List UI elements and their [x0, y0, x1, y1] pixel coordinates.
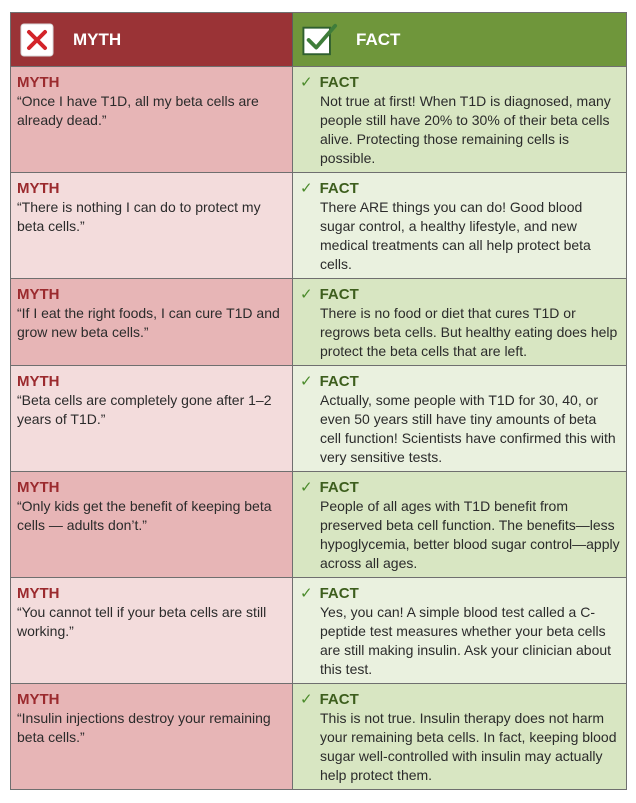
myth-text: “Only kids get the benefit of keeping beta cells — adults don’t.”: [17, 498, 272, 533]
fact-label-row: [300, 285, 620, 304]
fact-label-row: [300, 478, 620, 497]
myth-cell: [11, 578, 293, 683]
fact-cell: [293, 578, 626, 683]
fact-text: Not true at first! When T1D is diagnosed, many people still have 20% to 30% of their beta cells alive. Protecting those remaining cells is possible.: [320, 93, 611, 166]
myth-cell: [11, 366, 293, 471]
check-icon: ✓: [300, 286, 313, 303]
fact-cell: [293, 67, 626, 172]
myth-label: MYTH: [17, 691, 60, 708]
fact-cell: [293, 684, 626, 789]
fact-cell: [293, 173, 626, 278]
fact-label: FACT: [319, 180, 359, 197]
table-row: [11, 471, 626, 577]
fact-label: FACT: [319, 691, 359, 708]
fact-cell: [293, 366, 626, 471]
myth-label: MYTH: [17, 286, 60, 303]
table-row: [11, 365, 626, 471]
checkbox-check-icon: [302, 22, 338, 58]
myth-text: “If I eat the right foods, I can cure T1D and grow new beta cells.”: [17, 305, 280, 340]
fact-text: Yes, you can! A simple blood test called a C-peptide test measures whether your beta cells are still making insulin. Ask your clinician about this test.: [320, 604, 612, 677]
check-icon: ✓: [300, 180, 313, 197]
myth-text: “Insulin injections destroy your remaining beta cells.”: [17, 710, 271, 745]
myth-fact-table: [10, 12, 627, 790]
fact-label: FACT: [319, 585, 359, 602]
fact-label-row: [300, 690, 620, 709]
fact-label: FACT: [319, 286, 359, 303]
myth-label: MYTH: [17, 180, 60, 197]
check-icon: ✓: [300, 585, 313, 602]
fact-label: FACT: [319, 373, 359, 390]
myth-cell: [11, 684, 293, 789]
fact-label-row: [300, 179, 620, 198]
fact-label-row: [300, 372, 620, 391]
fact-cell: [293, 472, 626, 577]
myth-label: MYTH: [17, 373, 60, 390]
myth-label: MYTH: [17, 74, 60, 91]
fact-text: There is no food or diet that cures T1D or regrows beta cells. But healthy eating does help protect the beta cells that are left.: [320, 305, 618, 359]
check-icon: ✓: [300, 479, 313, 496]
x-mark-icon: [19, 22, 55, 58]
fact-cell: [293, 279, 626, 365]
fact-header-label: FACT: [356, 29, 401, 49]
check-icon: ✓: [300, 691, 313, 708]
fact-label-row: [300, 584, 620, 603]
myth-cell: [11, 472, 293, 577]
myth-label: MYTH: [17, 585, 60, 602]
fact-text: This is not true. Insulin therapy does not harm your remaining beta cells. In fact, keeping blood sugar well-controlled with insulin may actually help protect them.: [320, 710, 617, 783]
table-row: [11, 577, 626, 683]
fact-column-header: [293, 13, 626, 66]
myth-text: “Beta cells are completely gone after 1–2 years of T1D.”: [17, 392, 272, 427]
table-row: [11, 172, 626, 278]
fact-label-row: [300, 73, 620, 92]
fact-text: There ARE things you can do! Good blood sugar control, a healthy lifestyle, and new medical treatments can all help protect beta cells.: [320, 199, 591, 272]
myth-cell: [11, 173, 293, 278]
table-row: [11, 66, 626, 172]
myth-text: “You cannot tell if your beta cells are still working.”: [17, 604, 267, 639]
fact-label: FACT: [319, 479, 359, 496]
myth-cell: [11, 279, 293, 365]
fact-text: Actually, some people with T1D for 30, 40, or even 50 years still have tiny amounts of beta cell function! Scientists have confirmed this with very sensitive tests.: [320, 392, 616, 465]
fact-label: FACT: [319, 74, 359, 91]
fact-text: People of all ages with T1D benefit from preserved beta cell function. The benefits—less hypoglycemia, better blood sugar control—apply across all ages.: [320, 498, 620, 571]
myth-label: MYTH: [17, 479, 60, 496]
myth-column-header: [11, 13, 293, 66]
myth-text: “Once I have T1D, all my beta cells are already dead.”: [17, 93, 259, 128]
myth-header-label: MYTH: [73, 29, 122, 49]
myth-text: “There is nothing I can do to protect my beta cells.”: [17, 199, 261, 234]
table-row: [11, 683, 626, 789]
myth-cell: [11, 67, 293, 172]
table-header: [11, 13, 626, 66]
check-icon: ✓: [300, 373, 313, 390]
check-icon: ✓: [300, 74, 313, 91]
table-row: [11, 278, 626, 365]
